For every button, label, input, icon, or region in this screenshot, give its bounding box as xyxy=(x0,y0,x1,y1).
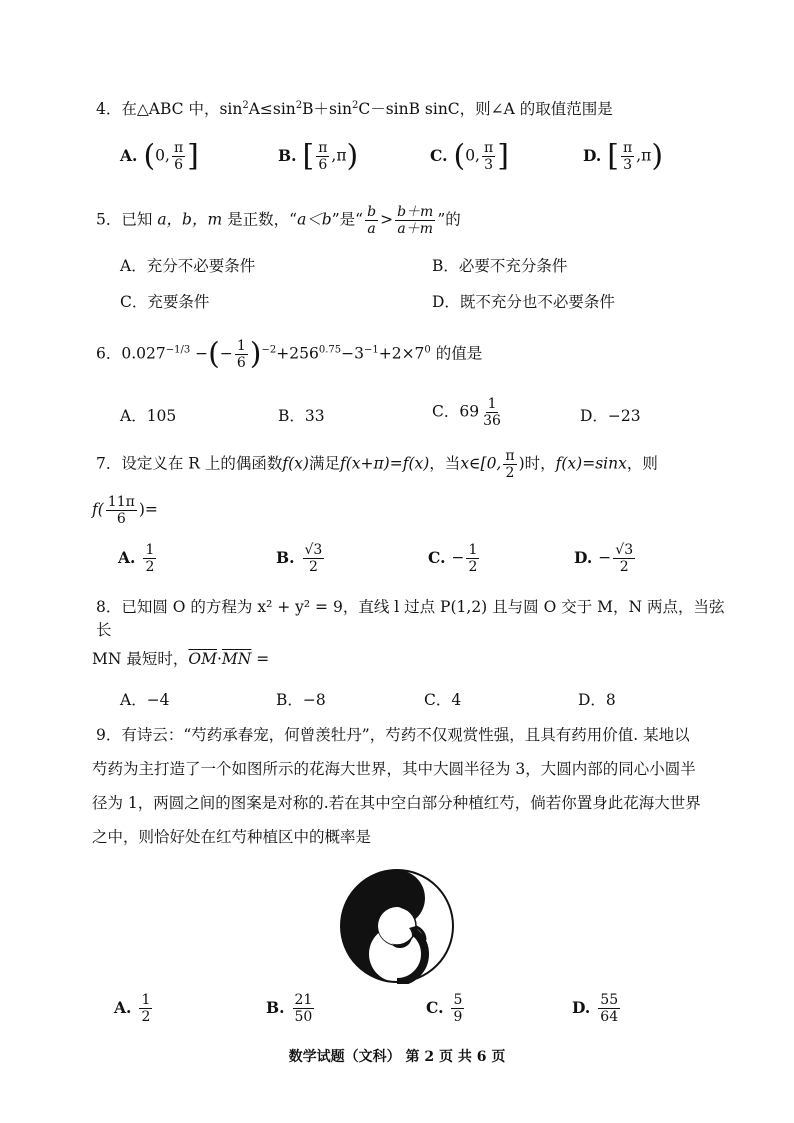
q6-option-a: A．105 xyxy=(120,407,177,425)
question-6-stem: 6．$0.027^{-1/3}$ −(− $\frac{1}{6}$ )$^{-2}+256^{0.75}-3^{-1}+2\times 7^0$ 的值是 xyxy=(96,336,483,372)
q5-option-b: B．必要不充分条件 xyxy=(432,257,568,275)
q8-option-d: D．8 xyxy=(578,691,616,709)
q9-option-a: A. $\frac{1}{2}$ xyxy=(114,992,151,1026)
q4-option-c: C. (0, $\frac{\pi}{3}$ ] xyxy=(430,138,509,174)
question-7-stem: 7．设定义在 R 上的偶函数f(x)满足f(x+π)=f(x)，当x∈[0, $\frac{\pi}{2}$ )时，f(x)=sinx，则 xyxy=(96,448,658,482)
question-8-stem: 8．已知圆 O 的方程为 x² + y² = 9，直线 l 过点 P(1,2) 且与圆 O 交于 M，N 两点，当弦长 xyxy=(96,598,725,640)
q7-option-d: D. − $\frac{√3}{2}$ xyxy=(574,542,634,576)
q7-option-c: C. − $\frac{1}{2}$ xyxy=(428,542,478,576)
q5-option-d: D．既不充分也不必要条件 xyxy=(432,293,615,311)
q9-option-d: D. $\frac{55}{64}$ xyxy=(572,992,619,1026)
q8-option-c: C．4 xyxy=(424,691,462,709)
q5-option-a: A．充分不必要条件 xyxy=(120,257,256,275)
page-footer: 数学试题（文科） 第 2 页 共 6 页 xyxy=(288,1049,506,1065)
question-7-expression: f( $\frac{11\pi}{6}$ )= xyxy=(92,494,158,528)
q8-option-b: B．−8 xyxy=(276,691,326,709)
q4-option-d: D. [ $\frac{\pi}{3}$ ,π) xyxy=(583,138,664,174)
question-5-stem: 5．已知 a，b，m 是正数，“a＜b”是“ $\frac{b}{a}$ > $\frac{b+m}{a+m}$ ”的 xyxy=(96,204,461,238)
q6-option-b: B．33 xyxy=(278,407,325,425)
q6-option-c: C．69 $\frac{1}{36}$ xyxy=(432,396,501,430)
q7-option-a: A. $\frac{1}{2}$ xyxy=(118,542,155,576)
question-4-stem: 4．在△ABC 中，$\sin^2A\le\sin^2B+\sin^2C-\sin B$ sinC，则∠A 的取值范围是 xyxy=(96,100,613,119)
flower-sea-figure xyxy=(339,868,455,984)
q4-option-a: A. (0, $\frac{\pi}{6}$ ] xyxy=(120,138,199,174)
question-9-line-4: 之中，则恰好处在红芍种植区中的概率是 xyxy=(92,828,372,846)
question-9-line-2: 芍药为主打造了一个如图所示的花海大世界，其中大圆半径为 3，大圆内部的同心小圆半 xyxy=(92,760,696,778)
question-9-line-3: 径为 1，两圆之间的图案是对称的.若在其中空白部分种植红芍，倘若你置身此花海大世界 xyxy=(92,794,701,812)
question-8-stem-2: MN 最短时，$\overline{OM}\cdot\overline{MN}$ = xyxy=(92,650,270,668)
q9-option-c: C. $\frac{5}{9}$ xyxy=(426,992,463,1026)
q5-option-c: C．充要条件 xyxy=(120,293,210,311)
q9-option-b: B. $\frac{21}{50}$ xyxy=(266,992,313,1026)
q6-option-d: D．−23 xyxy=(580,407,641,425)
q8-option-a: A．−4 xyxy=(120,691,170,709)
question-9-line-1: 9．有诗云：“芍药承春宠，何曾羡牡丹”，芍药不仅观赏性强，且具有药用价值. 某地以 xyxy=(96,726,690,744)
q7-option-b: B. $\frac{√3}{2}$ xyxy=(276,542,323,576)
q4-option-b: B. [ $\frac{\pi}{6}$ ,π) xyxy=(278,138,359,174)
